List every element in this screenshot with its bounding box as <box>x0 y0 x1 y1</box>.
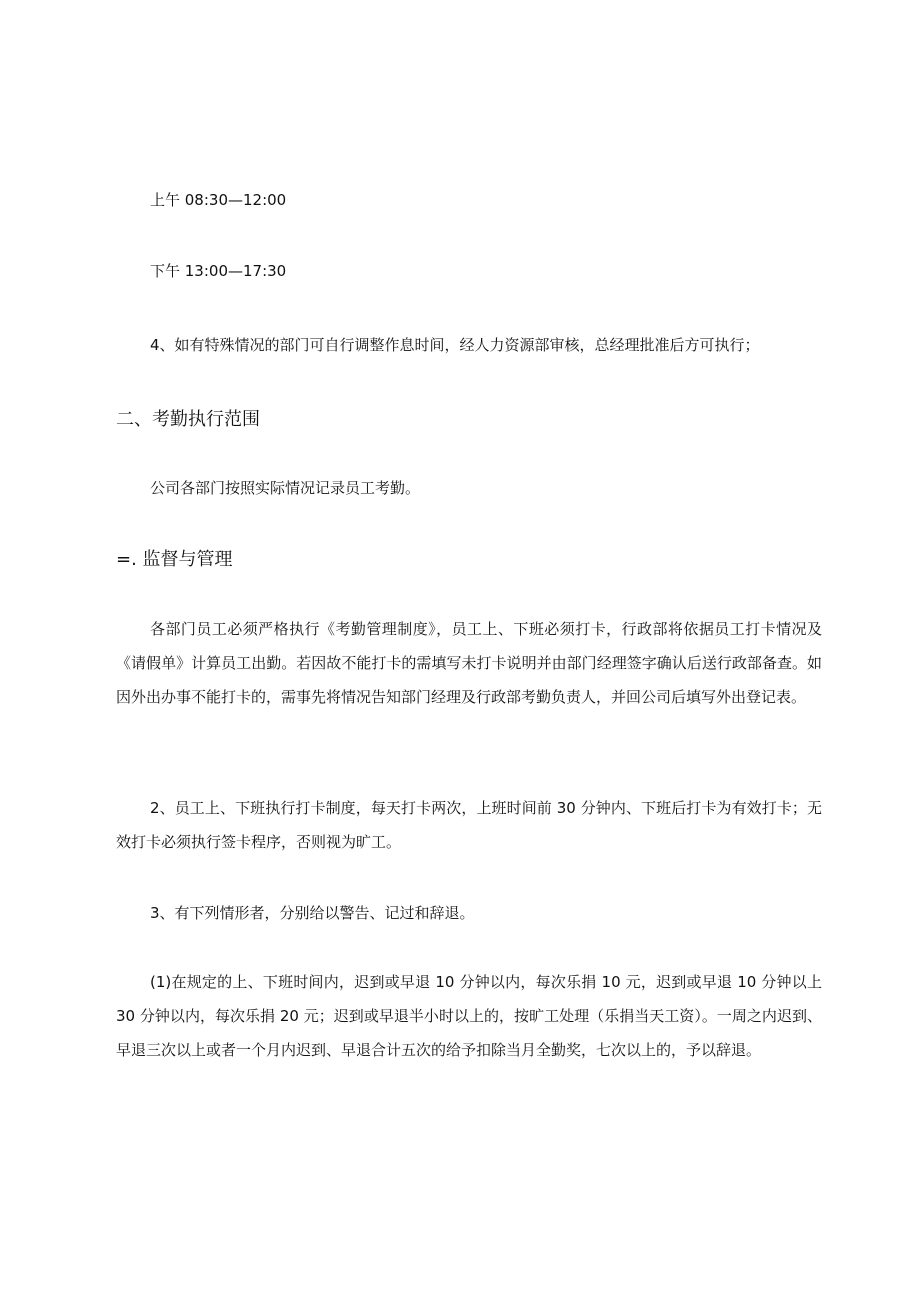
item-4-text: 4、如有特殊情况的部门可自行调整作息时间，经人力资源部审核，总经理批准后方可执行； <box>150 336 760 354</box>
section-2-heading: 二、考勤执行范围 <box>116 409 260 430</box>
section-3-heading: =. 监督与管理 <box>116 549 233 570</box>
morning-hours: 上午 08:30—12:00 <box>150 191 287 209</box>
supervision-paragraph-4: (1)在规定的上、下班时间内，迟到或早退 10 分钟以内，每次乐捐 10 元，迟到或早退 10 分钟以上 30 分钟以内，每次乐捐 20 元；迟到或早退半小时以上的，按旷工处理（乐捐当天工资）。一周之内迟到、早退三次以上或者一个月内迟到、早退合计五次的给予扣除当月全勤奖，七次以上的，予以辞退。 <box>116 973 822 1059</box>
section-2-body: 公司各部门按照实际情况记录员工考勤。 <box>150 479 421 497</box>
supervision-paragraph-2: 2、员工上、下班执行打卡制度，每天打卡两次，上班时间前 30 分钟内、下班后打卡为有效打卡；无效打卡必须执行签卡程序，否则视为旷工。 <box>116 799 822 851</box>
supervision-paragraph-1: 各部门员工必须严格执行《考勤管理制度》，员工上、下班必须打卡，行政部将依据员工打卡情况及《请假单》计算员工出勤。若因故不能打卡的需填写未打卡说明并由部门经理签字确认后送行政部备查。如因外出办事不能打卡的，需事先将情况告知部门经理及行政部考勤负责人，并回公司后填写外出登记表。 <box>116 620 822 706</box>
afternoon-hours: 下午 13:00—17:30 <box>150 262 287 280</box>
supervision-paragraph-3: 3、有下列情形者，分别给以警告、记过和辞退。 <box>150 904 475 922</box>
